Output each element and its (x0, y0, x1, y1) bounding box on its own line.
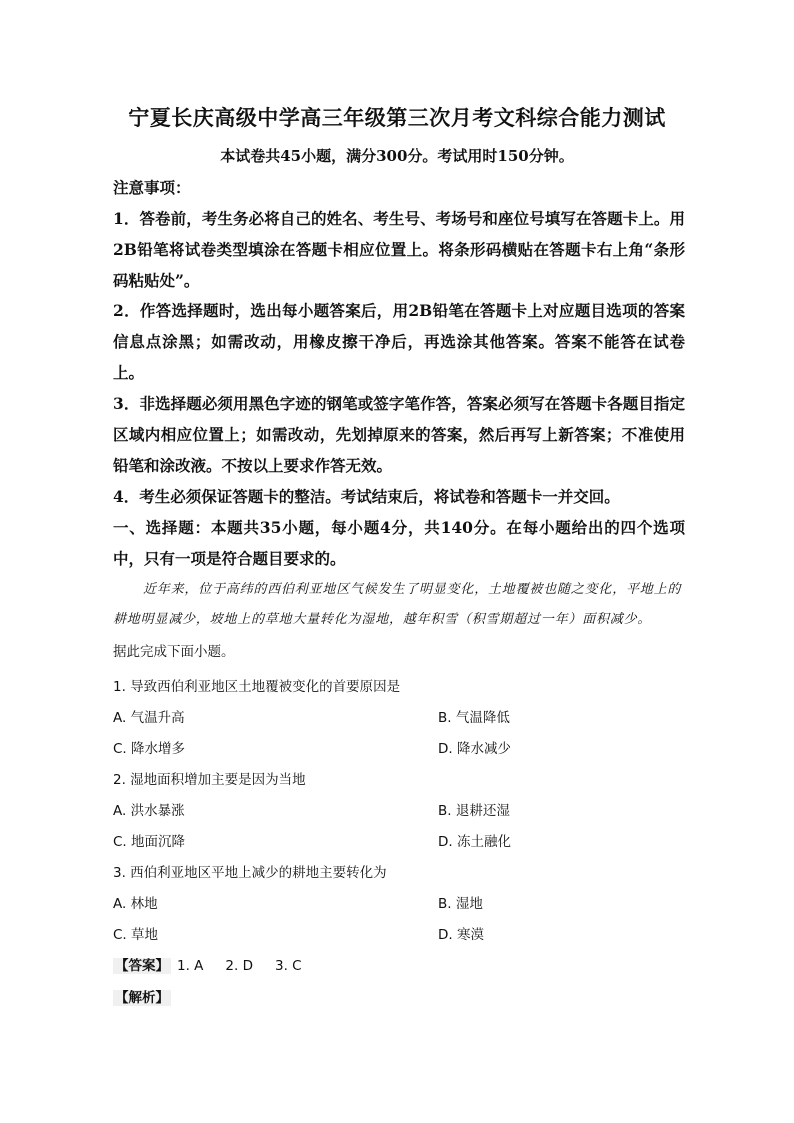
question-3-option-b: B. 湿地 (438, 896, 483, 912)
question-3-stem: 3. 西伯利亚地区平地上减少的耕地主要转化为 (113, 865, 387, 881)
answer-line (113, 954, 302, 974)
question-1-option-b: B. 气温降低 (438, 710, 510, 726)
note-item-2: 2．作答选择题时，选出每小题答案后，用2B铅笔在答题卡上对应题目选项的答案信息点涂黑；如需改动，用橡皮擦干净后，再选涂其他答案。答案不能答在试卷上。 (113, 301, 685, 382)
note-item-3: 3．非选择题必须用黑色字迹的钢笔或签字笔作答，答案必须写在答题卡各题目指定区域内相应位置上；如需改动，先划掉原来的答案，然后再写上新答案；不准使用铅笔和涂改液。不按以上要求作答无效。 (113, 394, 685, 475)
answer-3: 3. C (275, 958, 302, 974)
answer-1: 1. A (177, 958, 204, 974)
question-1-option-a: A. 气温升高 (113, 710, 185, 726)
note-item-1: 1．答卷前，考生务必将自己的姓名、考生号、考场号和座位号填写在答题卡上。用2B铅笔将试卷类型填涂在答题卡相应位置上。将条形码横贴在答题卡右上角“条形码粘贴处”。 (113, 209, 685, 290)
answer-tag: 【答案】 (115, 958, 169, 974)
question-3-option-c: C. 草地 (113, 927, 159, 943)
question-2-option-d: D. 冻土融化 (438, 834, 511, 850)
question-2-option-b: B. 退耕还湿 (438, 803, 510, 819)
exam-info: 本试卷共45小题，满分300分。考试用时150分钟。 (220, 147, 574, 165)
reading-passage: 近年来，位于高纬的西伯利亚地区气候发生了明显变化，土地覆被也随之变化，平地上的耕地明显减少，坡地上的草地大量转化为湿地，越年积雪（积雪期超过一年）面积减少。 (113, 582, 682, 627)
answer-2: 2. D (225, 958, 253, 974)
question-1-option-d: D. 降水减少 (438, 741, 511, 757)
notes-heading: 注意事项： (113, 178, 191, 197)
page-title: 宁夏长庆高级中学高三年级第三次月考文科综合能力测试 (128, 105, 666, 130)
question-2-option-c: C. 地面沉降 (113, 834, 186, 850)
analysis-tag (113, 986, 171, 1006)
question-1-option-c: C. 降水增多 (113, 741, 186, 757)
question-3-option-d: D. 寒漠 (438, 927, 484, 943)
note-item-4: 4．考生必须保证答题卡的整洁。考试结束后，将试卷和答题卡一并交回。 (113, 487, 620, 506)
question-1-stem: 1. 导致西伯利亚地区土地覆被变化的首要原因是 (113, 679, 401, 695)
section-heading: 一、选择题：本题共35小题，每小题4分，共140分。在每小题给出的四个选项中，只有一项是符合题目要求的。 (113, 518, 685, 568)
analysis-label: 【解析】 (115, 990, 169, 1006)
question-2-stem: 2. 湿地面积增加主要是因为当地 (113, 772, 306, 788)
question-2-option-a: A. 洪水暴涨 (113, 803, 185, 819)
question-3-option-a: A. 林地 (113, 896, 158, 912)
passage-prompt: 据此完成下面小题。 (113, 644, 235, 660)
